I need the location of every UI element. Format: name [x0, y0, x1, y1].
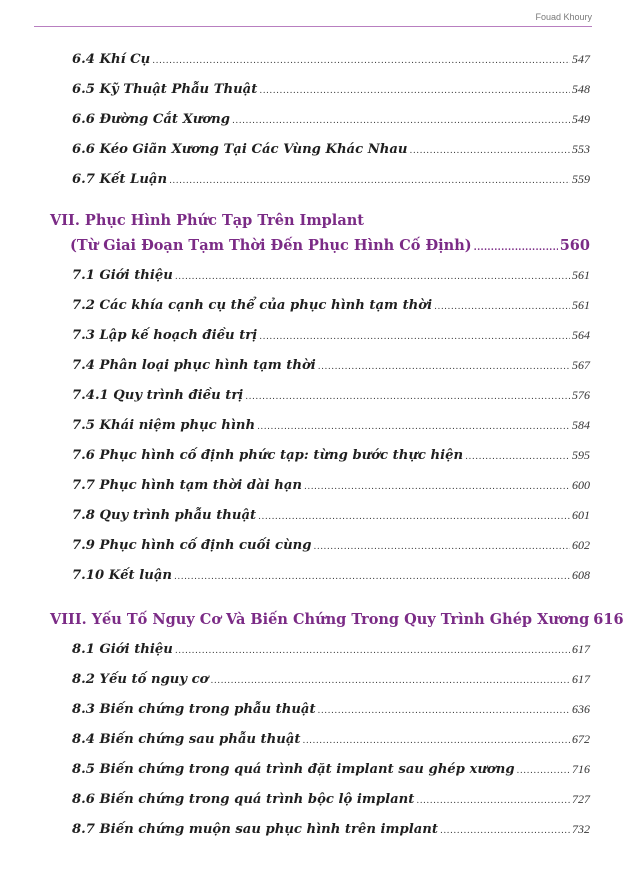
- dot-leader: [245, 392, 570, 402]
- running-header-author: Fouad Khoury: [535, 12, 592, 22]
- toc-entry-page: 608: [572, 568, 590, 582]
- toc-entry[interactable]: [72, 508, 590, 523]
- toc-entry[interactable]: [72, 672, 590, 687]
- toc-entry-title: 8.5 Biến chứng trong quá trình đặt implant sau ghép xương: [72, 762, 515, 777]
- toc-entry[interactable]: [72, 172, 590, 187]
- toc-entry[interactable]: [72, 328, 590, 343]
- toc-entry[interactable]: [72, 568, 590, 583]
- section-subtitle-text: (Từ Giai Đoạn Tạm Thời Đến Phục Hình Cố Định): [70, 237, 472, 254]
- toc-entry-page: 561: [572, 298, 590, 312]
- toc-entry-title: 7.4.1 Quy trình điều trị: [72, 388, 244, 403]
- toc-entry-page: 716: [572, 762, 590, 776]
- dot-leader: [259, 332, 570, 342]
- dot-leader: [416, 796, 570, 806]
- toc-entry[interactable]: [72, 792, 590, 807]
- toc-entry-page: 553: [572, 142, 590, 156]
- toc-entry[interactable]: [72, 418, 590, 433]
- dot-leader: [175, 272, 570, 282]
- toc-entry[interactable]: [72, 822, 590, 837]
- toc-entry[interactable]: [72, 702, 590, 717]
- toc-entry-title: 7.1 Giới thiệu: [72, 268, 173, 283]
- toc-entry[interactable]: [72, 142, 590, 157]
- dot-leader: [434, 302, 570, 312]
- toc-entry[interactable]: [72, 268, 590, 283]
- toc-entry[interactable]: [72, 388, 590, 403]
- header-divider: [34, 26, 592, 27]
- toc-entry[interactable]: [72, 112, 590, 127]
- toc-entry-page: 600: [572, 478, 590, 492]
- toc-entry-title: 7.7 Phục hình tạm thời dài hạn: [72, 478, 302, 493]
- toc-entry-title: 7.2 Các khía cạnh cụ thể của phục hình tạm thời: [72, 298, 433, 313]
- dot-leader: [318, 706, 570, 716]
- dot-leader: [169, 176, 570, 186]
- dot-leader: [517, 766, 570, 776]
- toc-entry-title: 7.6 Phục hình cố định phức tạp: từng bước thực hiện: [72, 448, 464, 463]
- section-page: 616: [593, 611, 624, 628]
- dot-leader: [258, 512, 570, 522]
- toc-entry-page: 564: [572, 328, 590, 342]
- dot-leader: [302, 736, 570, 746]
- dot-leader: [440, 826, 570, 836]
- section-heading-text: VIII. Yếu Tố Nguy Cơ Và Biến Chứng Trong Quy Trình Ghép Xương: [50, 611, 590, 628]
- toc-entry-page: 595: [572, 448, 590, 462]
- dot-leader: [313, 542, 570, 552]
- dot-leader: [304, 482, 570, 492]
- toc-entry-title: 6.6 Đường Cắt Xương: [72, 112, 230, 127]
- toc-entry-title: 6.6 Kéo Giãn Xương Tại Các Vùng Khác Nhau: [72, 142, 408, 157]
- toc-entry-title: 7.10 Kết luận: [72, 568, 172, 583]
- toc-entry-page: 561: [572, 268, 590, 282]
- toc-entry-title: 6.5 Kỹ Thuật Phẫu Thuật: [72, 82, 258, 97]
- toc-entry-title: 8.1 Giới thiệu: [72, 642, 173, 657]
- toc-entry[interactable]: [72, 762, 590, 777]
- section-heading-7[interactable]: VII. Phục Hình Phức Tạp Trên Implant: [50, 212, 364, 229]
- toc-entry-title: 8.4 Biến chứng sau phẫu thuật: [72, 732, 301, 747]
- toc-entry[interactable]: [72, 538, 590, 553]
- toc-entry-page: 559: [572, 172, 590, 186]
- dot-leader: [318, 362, 570, 372]
- section-page: 560: [559, 237, 590, 254]
- toc-entry-page: 727: [572, 792, 590, 806]
- toc-entry-page: 602: [572, 538, 590, 552]
- toc-entry[interactable]: [72, 358, 590, 373]
- toc-entry-page: 617: [572, 642, 590, 656]
- toc-entry-page: 548: [572, 82, 590, 96]
- toc-entry[interactable]: [72, 642, 590, 657]
- toc-entry-title: 7.5 Khái niệm phục hình: [72, 418, 256, 433]
- dot-leader: [474, 243, 558, 253]
- dot-leader: [465, 452, 570, 462]
- toc-entry[interactable]: [72, 448, 590, 463]
- toc-entry-page: 617: [572, 672, 590, 686]
- toc-entry-page: 732: [572, 822, 590, 836]
- dot-leader: [257, 422, 570, 432]
- toc-entry[interactable]: [72, 52, 590, 67]
- toc-entry[interactable]: [72, 732, 590, 747]
- section-heading-8[interactable]: [50, 611, 624, 628]
- toc-entry-page: 636: [572, 702, 590, 716]
- toc-entry-page: 549: [572, 112, 590, 126]
- toc-entry-title: 7.9 Phục hình cố định cuối cùng: [72, 538, 312, 553]
- toc-entry-page: 576: [572, 388, 590, 402]
- toc-entry-page: 567: [572, 358, 590, 372]
- toc-entry-page: 584: [572, 418, 590, 432]
- toc-entry-title: 6.4 Khí Cụ: [72, 52, 151, 67]
- toc-entry-title: 7.3 Lập kế hoạch điều trị: [72, 328, 258, 343]
- toc-entry-page: 672: [572, 732, 590, 746]
- dot-leader: [210, 676, 570, 686]
- toc-entry-title: 8.3 Biến chứng trong phẫu thuật: [72, 702, 316, 717]
- toc-entry-title: 7.8 Quy trình phẫu thuật: [72, 508, 257, 523]
- toc-entry-title: 7.4 Phân loại phục hình tạm thời: [72, 358, 316, 373]
- dot-leader: [409, 146, 570, 156]
- toc-entry-title: 8.2 Yếu tố nguy cơ: [72, 672, 209, 687]
- toc-entry[interactable]: [72, 82, 590, 97]
- section-heading-7-subtitle[interactable]: [70, 237, 590, 254]
- dot-leader: [259, 86, 570, 96]
- toc-entry[interactable]: [72, 298, 590, 313]
- dot-leader: [232, 116, 570, 126]
- toc-entry-title: 8.7 Biến chứng muộn sau phục hình trên implant: [72, 822, 438, 837]
- toc-entry-title: 8.6 Biến chứng trong quá trình bộc lộ implant: [72, 792, 415, 807]
- toc-entry-page: 547: [572, 52, 590, 66]
- dot-leader: [152, 56, 570, 66]
- toc-entry-page: 601: [572, 508, 590, 522]
- dot-leader: [175, 646, 570, 656]
- toc-entry[interactable]: [72, 478, 590, 493]
- dot-leader: [174, 572, 570, 582]
- toc-entry-title: 6.7 Kết Luận: [72, 172, 168, 187]
